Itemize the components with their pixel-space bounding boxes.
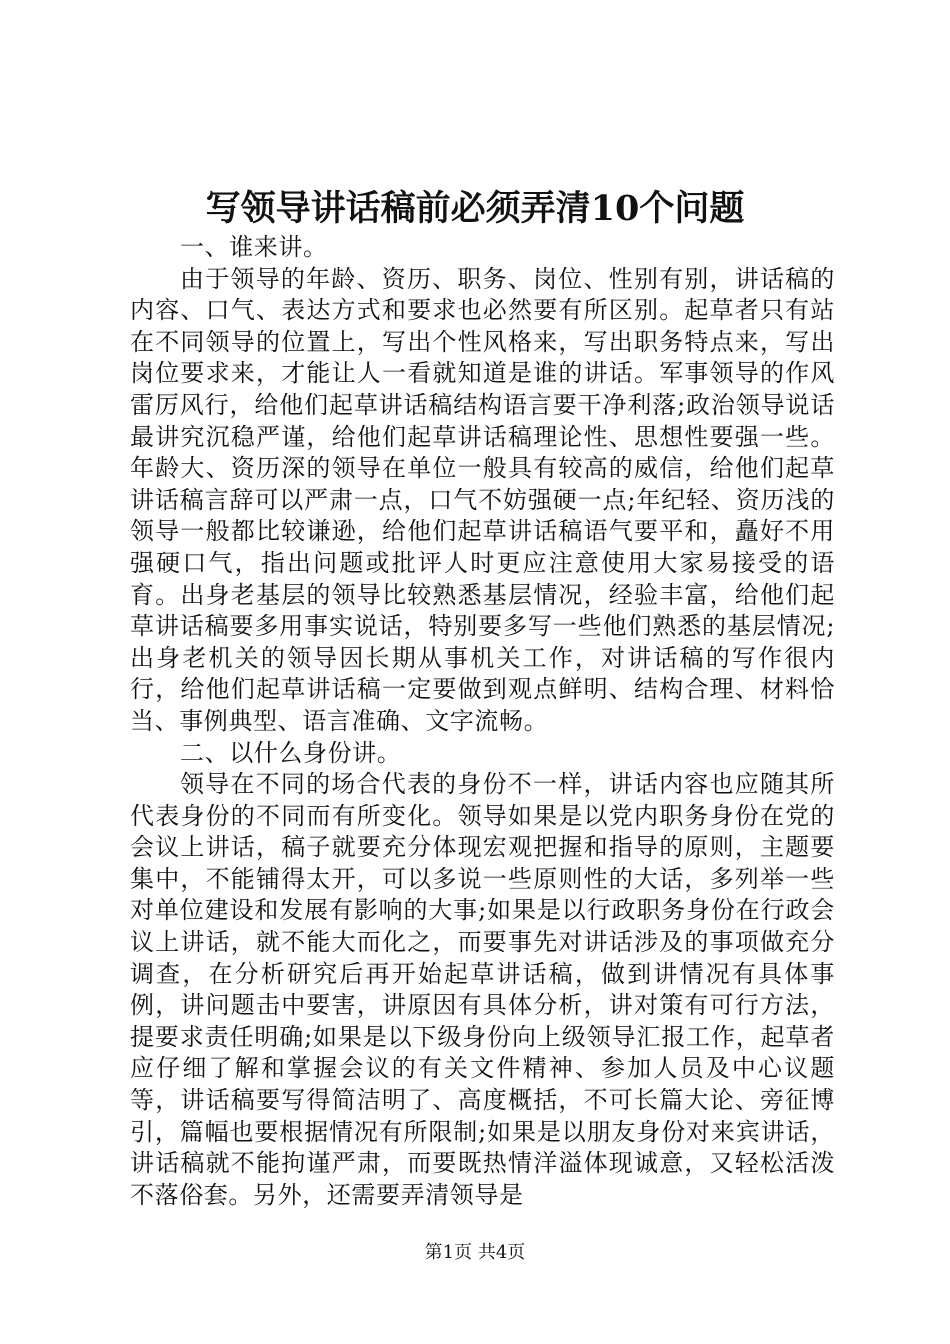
section-heading-1: 一、谁来讲。	[180, 233, 328, 261]
page-footer: 第1页 共4页	[424, 1242, 526, 1263]
section-paragraph-1: 由于领导的年龄、资历、职务、岗位、性别有别，讲话稿的内容、口气、表达方式和要求也必然要有所区别。起草者只有站在不同领导的位置上，写出个性风格来，写出职务特点来，写出岗位要求来，才能让人一看就知道是谁的讲话。军事领导的作风雷厉风行，给他们起草讲话稿结构语言要干净利落;政治领导说话最讲究沉稳严谨，给他们起草讲话稿理论性、思想性要强一些。年龄大、资历深的领导在单位一般具有较高的威信，给他们起草讲话稿言辞可以严肃一点，口气不妨强硬一点;年纪轻、资历浅的领导一般都比较谦逊，给他们起草讲话稿语气要平和，矗好不用强硬口气，指出问题或批评人时更应注意使用大家易接受的语育。出身老基层的领导比较熟悉基层情况，经验丰富，给他们起草讲话稿要多用事实说话，特别要多写一些他们熟悉的基层情况;出身老机关的领导因长期从事机关工作，对讲话稿的写作很内行，给他们起草讲话稿一定要做到观点鲜明、结构合理、材料恰当、事例典型、语言准确、文字流畅。	[130, 264, 835, 735]
document-body	[130, 232, 835, 1211]
document-title: 写领导讲话稿前必须弄清10个问题	[205, 188, 745, 229]
section-heading-2: 二、以什么身份讲。	[180, 738, 402, 767]
section-paragraph-2: 领导在不同的场合代表的身份不一样，讲话内容也应随其所代表身份的不同而有所变化。领导如果是以党内职务身份在党的会议上讲话，稿子就要充分体现宏观把握和指导的原则，主题要集中，不能铺得太开，可以多说一些原则性的大话，多列举一些对单位建设和发展有影响的大事;如果是以行政职务身份在行政会议上讲话，就不能大而化之，而要事先对讲话涉及的事项做充分调查，在分析研究后再开始起草讲话稿，做到讲情况有具体事例，讲问题击中要害，讲原因有具体分析，讲对策有可行方法，提要求责任明确;如果是以下级身份向上级领导汇报工作，起草者应仔细了解和掌握会议的有关文件精神、参加人员及中心议题等，讲话稿要写得简洁明了、高度概括，不可长篇大论、旁征博引，篇幅也要根据情况有所限制;如果是以朋友身份对来宾讲话，讲话稿就不能拘谨严肃，而要既热情洋溢体现诚意，又轻松活泼不落俗套。另外，还需要弄清领导是	[130, 770, 835, 1209]
